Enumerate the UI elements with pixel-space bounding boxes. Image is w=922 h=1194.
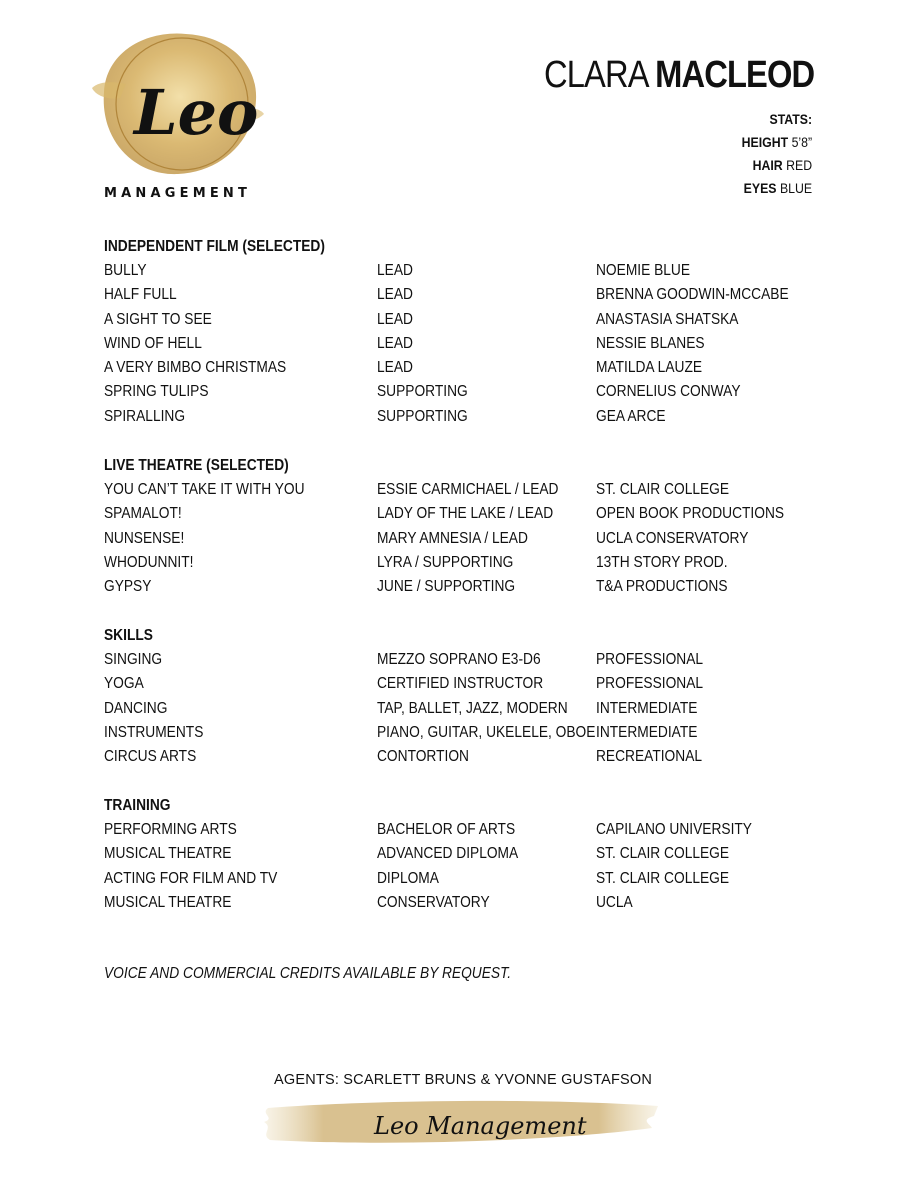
height-label: HEIGHT [741, 134, 789, 150]
training-field: MUSICAL THEATRE [104, 845, 232, 863]
credit-row [104, 308, 824, 332]
credit-row [104, 356, 824, 380]
gold-circle-logo-icon [86, 22, 266, 182]
credit-title: A VERY BIMBO CHRISTMAS [104, 359, 287, 377]
skill-detail: PIANO, GUITAR, UKELELE, OBOE [377, 723, 596, 741]
credit-role: ESSIE CARMICHAEL / LEAD [377, 481, 559, 498]
credit-company: ST. CLAIR COLLEGE [596, 481, 730, 498]
stats-label: STATS: [769, 111, 812, 127]
agents-line: AGENTS: SCARLETT BRUNS & YVONNE GUSTAFSON [274, 1072, 653, 1088]
credit-title: A SIGHT TO SEE [104, 310, 212, 328]
section-live-theatre [104, 454, 824, 599]
credit-title: GYPSY [104, 578, 152, 596]
credit-title: SPRING TULIPS [104, 383, 209, 401]
skill-name: DANCING [104, 699, 168, 717]
last-name: MACLEOD [654, 54, 814, 96]
skill-level: INTERMEDIATE [596, 699, 698, 717]
credit-row [104, 332, 824, 356]
training-school: ST. CLAIR COLLEGE [596, 845, 730, 863]
credit-title: WHODUNNIT! [104, 553, 194, 571]
training-credential: BACHELOR OF ARTS [377, 821, 516, 838]
credit-title: YOU CAN’T TAKE IT WITH YOU [104, 481, 305, 498]
credit-title: HALF FULL [104, 286, 177, 304]
height-value: 5’8” [791, 134, 812, 150]
training-row [104, 867, 824, 891]
credit-director: BRENNA GOODWIN-MCCABE [596, 286, 789, 304]
skill-detail: TAP, BALLET, JAZZ, MODERN [377, 699, 568, 717]
skill-name: CIRCUS ARTS [104, 748, 197, 766]
training-row [104, 818, 824, 842]
skill-level: RECREATIONAL [596, 748, 703, 766]
training-field: MUSICAL THEATRE [104, 893, 232, 911]
footer-logo [250, 1094, 670, 1154]
credit-role: SUPPORTING [377, 407, 468, 425]
credit-title: NUNSENSE! [104, 529, 185, 547]
credit-row [104, 259, 824, 283]
training-school: CAPILANO UNIVERSITY [596, 821, 752, 838]
credit-director: MATILDA LAUZE [596, 359, 703, 377]
hair-label: HAIR [752, 157, 783, 173]
skill-name: SINGING [104, 651, 163, 668]
skill-row [104, 721, 824, 745]
skill-level: INTERMEDIATE [596, 723, 698, 741]
credit-company: T&A PRODUCTIONS [596, 578, 728, 596]
credit-role: MARY AMNESIA / LEAD [377, 529, 528, 547]
training-school: UCLA [596, 893, 633, 911]
training-field: PERFORMING ARTS [104, 821, 237, 838]
credit-title: SPAMALOT! [104, 505, 182, 523]
credit-director: NESSIE BLANES [596, 334, 705, 352]
credit-role: LYRA / SUPPORTING [377, 553, 514, 571]
credit-row [104, 478, 824, 502]
leo-logo [86, 22, 266, 182]
credit-title: BULLY [104, 262, 147, 279]
credit-row [104, 405, 824, 429]
skill-name: INSTRUMENTS [104, 723, 204, 741]
credit-row [104, 575, 824, 599]
training-credential: DIPLOMA [377, 869, 439, 887]
skill-detail: MEZZO SOPRANO E3-D6 [377, 651, 541, 668]
section-training [104, 794, 824, 915]
skill-detail: CERTIFIED INSTRUCTOR [377, 675, 544, 693]
credit-row [104, 380, 824, 404]
section-independent-film [104, 235, 824, 429]
training-credential: ADVANCED DIPLOMA [377, 845, 519, 863]
skill-row [104, 648, 824, 672]
credit-role: LEAD [377, 310, 413, 328]
skill-name: YOGA [104, 675, 144, 693]
credit-role: LEAD [377, 359, 413, 377]
eyes-label: EYES [743, 180, 777, 196]
section-title: LIVE THEATRE (SELECTED) [104, 457, 289, 474]
training-school: ST. CLAIR COLLEGE [596, 869, 730, 887]
credit-director: ANASTASIA SHATSKA [596, 310, 739, 328]
stats-block [741, 108, 812, 200]
credit-director: GEA ARCE [596, 407, 666, 425]
credit-role: SUPPORTING [377, 383, 468, 401]
credit-row [104, 283, 824, 307]
hair-value: RED [785, 157, 812, 173]
logo-subtitle: MANAGEMENT [104, 186, 252, 201]
section-skills [104, 624, 824, 769]
credit-row [104, 551, 824, 575]
performer-name [544, 54, 814, 97]
skill-level: PROFESSIONAL [596, 675, 704, 693]
training-credential: CONSERVATORY [377, 893, 490, 911]
skill-level: PROFESSIONAL [596, 651, 704, 668]
section-title: INDEPENDENT FILM (SELECTED) [104, 238, 325, 255]
skill-row [104, 697, 824, 721]
credit-company: 13TH STORY PROD. [596, 553, 728, 571]
credit-role: LEAD [377, 262, 413, 279]
credit-role: LEAD [377, 286, 413, 304]
credit-row [104, 502, 824, 526]
credit-title: WIND OF HELL [104, 334, 202, 352]
skill-detail: CONTORTION [377, 748, 469, 766]
credit-role: LEAD [377, 334, 413, 352]
credit-role: JUNE / SUPPORTING [377, 578, 516, 596]
svg-text:Leo: Leo [134, 76, 259, 149]
credit-director: CORNELIUS CONWAY [596, 383, 741, 401]
credit-row [104, 527, 824, 551]
section-title: TRAINING [104, 797, 171, 814]
skill-row [104, 672, 824, 696]
eyes-value: BLUE [779, 180, 812, 196]
svg-text:Leo Management: Leo Management [374, 1112, 587, 1140]
credit-company: UCLA CONSERVATORY [596, 529, 749, 547]
credit-company: OPEN BOOK PRODUCTIONS [596, 505, 785, 523]
credit-title: SPIRALLING [104, 407, 186, 425]
credits-note: VOICE AND COMMERCIAL CREDITS AVAILABLE BY REQUEST. [104, 965, 512, 982]
first-name: CLARA [543, 54, 647, 96]
gold-brushstroke-icon [250, 1094, 670, 1154]
training-row [104, 891, 824, 915]
training-field: ACTING FOR FILM AND TV [104, 869, 278, 887]
credit-director: NOEMIE BLUE [596, 262, 691, 279]
skill-row [104, 745, 824, 769]
credit-role: LADY OF THE LAKE / LEAD [377, 505, 554, 523]
training-row [104, 842, 824, 866]
section-title: SKILLS [104, 627, 153, 644]
